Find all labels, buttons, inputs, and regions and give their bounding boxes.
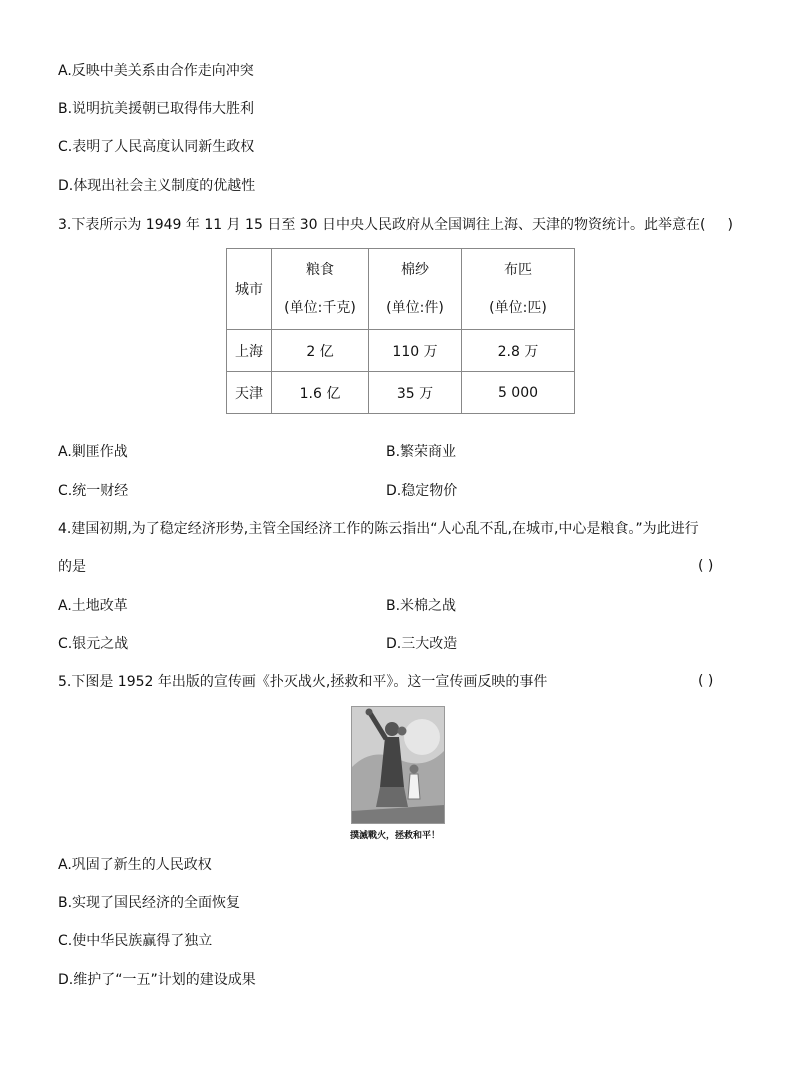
table-header-cloth: 布匹 (单位:匹) (462, 249, 575, 330)
q3-option-b: B.繁荣商业 (386, 444, 457, 460)
table-row (227, 330, 575, 372)
table-header-yarn: 棉纱 (单位:件) (369, 249, 462, 330)
q4-option-b: B.米棉之战 (386, 598, 457, 614)
table-cell-city: 上海 (227, 330, 272, 372)
q5-option-b: B.实现了国民经济的全面恢复 (58, 895, 241, 911)
q2-option-b: B.说明抗美援朝已取得伟大胜利 (58, 101, 255, 117)
q5-answer-paren: ( ) (698, 673, 714, 689)
q5-stem: 5.下图是 1952 年出版的宣传画《扑灭战火,拯救和平》。这一宣传画反映的事件 (58, 674, 548, 690)
q4-answer-paren: ( ) (698, 558, 714, 574)
q4-option-a: A.土地改革 (58, 598, 128, 614)
q2-option-c: C.表明了人民高度认同新生政权 (58, 139, 255, 155)
q4-stem-line2: 的是 (58, 559, 86, 575)
q3-stem-text: 3.下表所示为 1949 年 11 月 15 日至 30 日中央人民政府从全国调往上海、天津的物资统计。此举意在( (58, 217, 706, 233)
supply-stats-table (226, 248, 575, 414)
table-cell: 35 万 (369, 372, 462, 414)
q4-option-c: C.银元之战 (58, 636, 129, 652)
propaganda-poster-image (351, 706, 445, 824)
q3-stem (58, 214, 733, 234)
table-cell: 1.6 亿 (272, 372, 369, 414)
q3-option-c: C.统一财经 (58, 483, 129, 499)
q3-paren-close: ) (727, 217, 733, 233)
q4-option-d: D.三大改造 (386, 636, 458, 652)
table-row (227, 372, 575, 414)
q2-option-a: A.反映中美关系由合作走向冲突 (58, 63, 254, 79)
table-cell: 2.8 万 (462, 330, 575, 372)
poster-caption: 撲滅戰火，拯救和平！ (349, 831, 440, 841)
table-header-grain: 粮食 (单位:千克) (272, 249, 369, 330)
q4-stem-line1: 4.建国初期,为了稳定经济形势,主管全国经济工作的陈云指出“人心乱不乱,在城市,中心是粮食。”为此进行 (58, 521, 699, 537)
q5-option-d: D.维护了“一五”计划的建设成果 (58, 972, 256, 988)
q5-option-c: C.使中华民族赢得了独立 (58, 933, 213, 949)
poster-illustration (352, 707, 444, 823)
q5-option-a: A.巩固了新生的人民政权 (58, 857, 212, 873)
table-cell: 2 亿 (272, 330, 369, 372)
q3-option-a: A.剿匪作战 (58, 444, 128, 460)
table-corner-cell: 城市 (227, 249, 272, 330)
table-cell-city: 天津 (227, 372, 272, 414)
table-header-row (227, 249, 575, 330)
table-cell: 5 000 (462, 372, 575, 414)
q3-option-d: D.稳定物价 (386, 483, 458, 499)
table-cell: 110 万 (369, 330, 462, 372)
q2-option-d: D.体现出社会主义制度的优越性 (58, 178, 256, 194)
